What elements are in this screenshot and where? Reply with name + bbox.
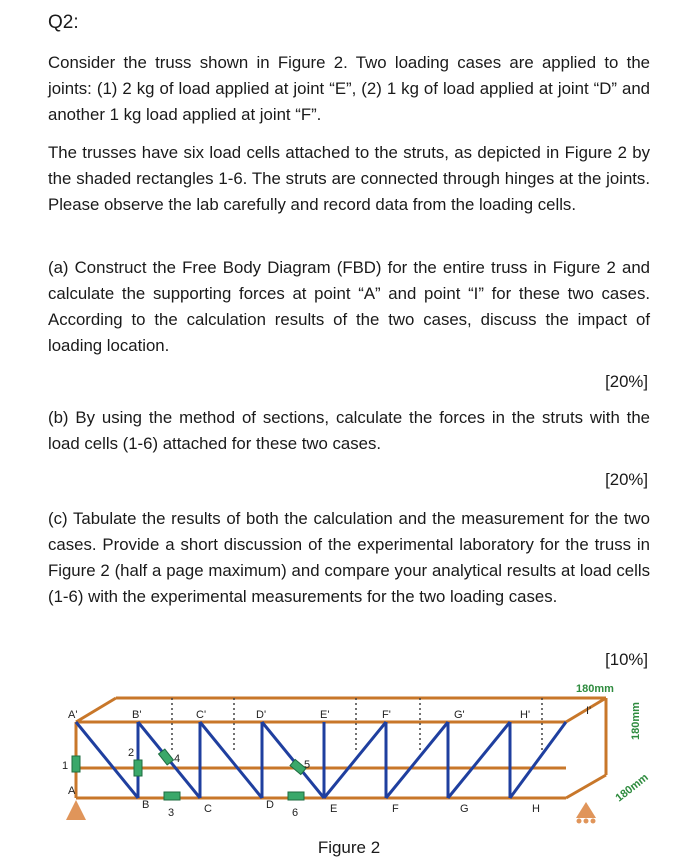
joint-label: F' bbox=[382, 709, 391, 721]
roller-support-i bbox=[576, 802, 596, 818]
joint-label: B bbox=[142, 799, 150, 811]
pin-support-a bbox=[66, 800, 86, 820]
joint-label: C bbox=[204, 803, 212, 815]
joint-label: G' bbox=[454, 709, 465, 721]
part-a-mark: [20%] bbox=[605, 372, 648, 391]
joint-label: H' bbox=[520, 709, 531, 721]
joint-label: E bbox=[330, 803, 338, 815]
joint-label: E' bbox=[320, 709, 330, 721]
joint-label: F bbox=[392, 803, 399, 815]
joint-label: D bbox=[266, 799, 274, 811]
load-cell-6 bbox=[288, 792, 304, 800]
cell-label: 4 bbox=[174, 753, 181, 765]
dim-diag: 180mm bbox=[613, 771, 651, 805]
cell-label: 2 bbox=[128, 747, 135, 759]
load-cells bbox=[72, 749, 306, 800]
load-cell-2 bbox=[134, 760, 142, 776]
dim-right: 180mm bbox=[630, 702, 642, 740]
figure-caption: Figure 2 bbox=[317, 838, 381, 857]
joint-label: D' bbox=[256, 709, 267, 721]
loadcells-paragraph: The trusses have six load cells attached to the struts, as depicted in Figure 2 by the shaded rectangles 1-6. The struts are connected through hinges at the joints. Please observe the lab carefully and record data from the loading cells. bbox=[48, 143, 650, 214]
part-b-paragraph: (b) By using the method of sections, calculate the forces in the struts with the load cells (1-6) attached for these two cases. bbox=[48, 408, 650, 453]
cell-label: 6 bbox=[292, 807, 299, 819]
load-cell-1 bbox=[72, 756, 80, 772]
cell-label: 3 bbox=[168, 807, 175, 819]
joint-label: H bbox=[532, 803, 540, 815]
load-cell-3 bbox=[164, 792, 180, 800]
cell-label: 5 bbox=[304, 759, 311, 771]
joint-label: A' bbox=[68, 709, 78, 721]
joint-label: B' bbox=[132, 709, 142, 721]
part-b-mark: [20%] bbox=[605, 470, 648, 489]
intro-paragraph: Consider the truss shown in Figure 2. Two loading cases are applied to the joints: (1) 2 kg of load applied at joint “E”, (2) 1 kg of load applied at joint “D” and another 1 kg load applied at joint “F”. bbox=[48, 53, 650, 124]
truss-members bbox=[76, 722, 566, 798]
dim-top: 180mm bbox=[576, 683, 614, 695]
question-number: Q2: bbox=[48, 12, 79, 33]
cell-label: 1 bbox=[62, 760, 69, 772]
part-c-paragraph: (c) Tabulate the results of both the calculation and the measurement for the two cases. Provide a short discussion of the experimental laboratory for the truss in Figure 2 (half a page maximum) and compare your analytical results at load cells (1-6) with the experimental measurements for the two loading cases. bbox=[48, 509, 650, 606]
part-c-mark: [10%] bbox=[605, 650, 648, 669]
part-a-paragraph: (a) Construct the Free Body Diagram (FBD) for the entire truss in Figure 2 and calculate the supporting forces at point “A” and point “I” for these two cases. According to the calculation results of the two cases, discuss the impact of loading location. bbox=[48, 258, 650, 355]
truss-figure bbox=[56, 680, 656, 830]
joint-label: G bbox=[460, 803, 469, 815]
joint-label: C' bbox=[196, 709, 207, 721]
joint-label: I' bbox=[586, 705, 592, 717]
joint-label: A bbox=[68, 785, 76, 797]
